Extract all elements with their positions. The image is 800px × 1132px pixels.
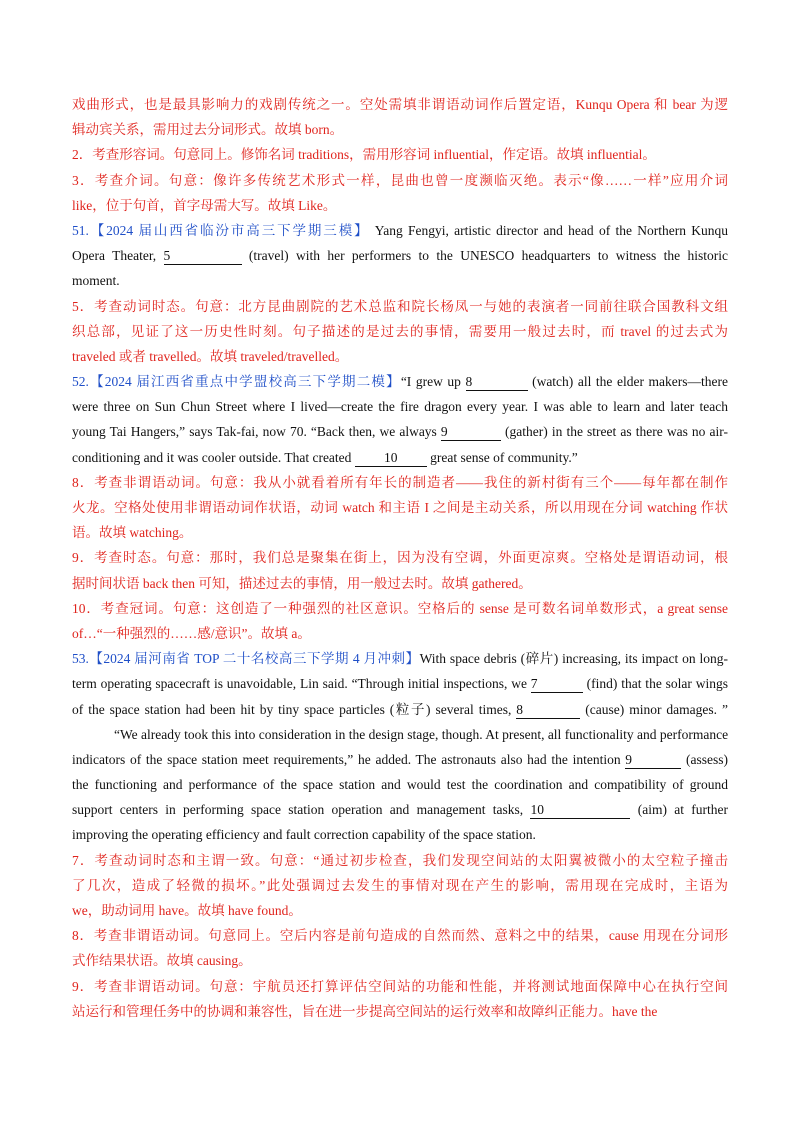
text-segment: 8．考查非谓语动词。句意同上。空后内容是前句造成的自然而然、意料之中的结果，cause 用现在分词形 xyxy=(72,928,728,944)
text-segment: (find) that the solar wings xyxy=(582,676,728,692)
text-line xyxy=(72,193,728,218)
text-line xyxy=(72,142,728,167)
text-line xyxy=(72,671,728,696)
text-line xyxy=(72,822,728,847)
text-segment: the functioning and performance of the space station and would test the coordination and compatibility of ground xyxy=(72,777,728,793)
text-segment: young Tai Hangers,” says Tak-fai, now 70. “Back then, we always xyxy=(72,424,441,440)
text-line xyxy=(72,344,728,369)
text-line xyxy=(72,772,728,797)
text-segment: 10．考查冠词。句意：这创造了一种强烈的社区意识。空格后的 sense 是可数名词单数形式，a great sense xyxy=(72,600,728,616)
document-page xyxy=(72,92,728,1024)
text-line xyxy=(72,797,728,822)
text-line xyxy=(72,923,728,948)
text-segment: (gather) in the street as there was no air- xyxy=(500,424,728,440)
text-segment: 语。故填 watching。 xyxy=(72,525,193,541)
text-line xyxy=(72,495,728,520)
text-segment: moment. xyxy=(72,273,120,289)
text-line xyxy=(72,722,728,747)
text-segment: 2．考查形容词。句意同上。修饰名词 traditions，需用形容词 influential，作定语。故填 influential。 xyxy=(72,147,656,163)
text-line xyxy=(72,621,728,646)
blank-line: 8 xyxy=(516,701,580,719)
text-segment: Yang Fengyi, artistic director and head of the Northern Kunqu xyxy=(369,222,728,238)
text-segment: 站运行和管理任务中的协调和兼容性，旨在进一步提高空间站的运行效率和故障纠正能力。have the xyxy=(72,1003,658,1019)
text-line xyxy=(72,319,728,344)
text-segment: 8．考查非谓语动词。句意：我从小就看着所有年长的制造者——我住的新村街有三个——每年都在制作 xyxy=(72,474,728,490)
text-segment: like，位于句首，首字母需大写。故填 Like。 xyxy=(72,197,337,213)
text-line xyxy=(72,470,728,495)
text-segment: 火龙。空格处使用非谓语动词作状语，动词 watch 和主语 I 之间是主动关系，所以用现在分词 watching 作状 xyxy=(72,500,728,515)
text-line xyxy=(72,243,728,268)
text-segment: were three on Sun Chun Street where I lived—create the fire dragon every year. I was able to learn and later teach xyxy=(72,399,728,415)
blank-line: 10 xyxy=(530,801,630,819)
text-line xyxy=(72,445,728,470)
text-segment: 9．考查时态。句意：那时，我们总是聚集在街上，因为没有空调，外面更凉爽。空格处是谓语动词，根 xyxy=(72,550,728,566)
text-segment: term operating spacecraft is unavoidable, Lin said. “Through initial inspections, we xyxy=(72,676,531,692)
blank-line: 9 xyxy=(625,751,681,769)
question-source: 52.【2024 届江西省重点中学盟校高三下学期二模】 xyxy=(72,374,401,390)
text-segment: (assess) xyxy=(681,751,728,767)
text-segment: 织总部，见证了这一历史性时刻。句子描述的是过去的事情，需要用一般过去时，而 travel 的过去式为 xyxy=(72,323,728,339)
text-line xyxy=(72,999,728,1024)
text-segment: indicators of the space station meet requirements,” he added. The astronauts also had the intention xyxy=(72,751,626,767)
text-line xyxy=(72,571,728,596)
blank-line: 5 xyxy=(164,247,242,265)
text-line xyxy=(72,545,728,570)
text-segment: “I grew up xyxy=(400,374,466,390)
text-line xyxy=(72,596,728,621)
text-segment: (aim) at further xyxy=(630,802,728,818)
text-segment: “We already took this into consideration in the design stage, though. At present, all functionality and performance xyxy=(114,726,728,742)
blank-line: 7 xyxy=(531,675,583,693)
text-segment: we，助动词用 have。故填 have found。 xyxy=(72,903,302,918)
text-segment: of…“一种强烈的……感/意识”。故填 a。 xyxy=(72,625,311,641)
text-segment: (watch) all the elder makers—there xyxy=(527,374,728,390)
text-line xyxy=(72,268,728,293)
text-segment: support centers in performing space station operation and management tasks, xyxy=(72,802,531,818)
text-line xyxy=(72,92,728,117)
text-line xyxy=(72,873,728,898)
text-line xyxy=(72,974,728,999)
text-line xyxy=(72,747,728,772)
text-segment: (cause) minor damages. ” xyxy=(580,701,728,717)
text-segment: improving the operating efficiency and fault correction capability of the space station. xyxy=(72,827,536,843)
text-line xyxy=(72,646,728,671)
text-segment: 7．考查动词时态和主谓一致。句意：“通过初步检查，我们发现空间站的太阳翼被微小的太空粒子撞击 xyxy=(72,852,728,868)
text-segment: 了几次，造成了轻微的损坏。”此处强调过去发生的事情对现在产生的影响，需用现在完成时，主语为 xyxy=(72,877,728,893)
text-line xyxy=(72,218,728,243)
text-segment: 3．考查介词。句意：像许多传统艺术形式一样，昆曲也曾一度濒临灭绝。表示“像……一样”应用介词 xyxy=(72,172,728,188)
blank-line: 9 xyxy=(441,423,501,441)
text-segment: (travel) with her performers to the UNESCO headquarters to witness the historic xyxy=(241,248,728,264)
text-line xyxy=(72,520,728,545)
text-line xyxy=(72,948,728,973)
text-segment: conditioning and it was cooler outside. That created xyxy=(72,449,355,465)
text-line xyxy=(72,168,728,193)
text-segment: With space debris (碎片) increasing, its impact on long- xyxy=(419,651,728,667)
text-line xyxy=(72,898,728,923)
text-segment: 9．考查非谓语动词。句意：宇航员还打算评估空间站的功能和性能，并将测试地面保障中心在执行空间 xyxy=(72,978,728,994)
text-segment: great sense of community.” xyxy=(426,449,578,465)
blank-line: 8 xyxy=(466,373,528,391)
text-line xyxy=(72,848,728,873)
text-line xyxy=(72,394,728,419)
text-segment: 据时间状语 back then 可知，描述过去的事情，用一般过去时。故填 gathered。 xyxy=(72,575,532,591)
text-segment: traveled 或者 travelled。故填 traveled/travelled。 xyxy=(72,348,349,364)
text-segment: 5．考查动词时态。句意：北方昆曲剧院的艺术总监和院长杨凤一与她的表演者一同前往联合国教科文组 xyxy=(72,298,728,314)
text-segment: of the space station had been hit by tiny space particles (粒子) several times, xyxy=(72,701,517,717)
text-segment: Opera Theater, xyxy=(72,248,164,264)
text-line xyxy=(72,117,728,142)
text-line xyxy=(72,294,728,319)
text-segment: 戏曲形式，也是最具影响力的戏剧传统之一。空处需填非谓语动词作后置定语，Kunqu Opera 和 bear 为逻 xyxy=(72,97,728,112)
text-line xyxy=(72,369,728,394)
text-segment: 辑动宾关系，需用过去分词形式。故填 born。 xyxy=(72,122,344,138)
text-line xyxy=(72,419,728,444)
question-source: 53.【2024 届河南省 TOP 二十名校高三下学期 4 月冲刺】 xyxy=(72,651,420,667)
question-source: 51.【2024 届山西省临汾市高三下学期三模】 xyxy=(72,222,370,238)
blank-line: 10 xyxy=(355,449,427,467)
text-segment: 式作结果状语。故填 causing。 xyxy=(72,953,252,969)
text-line xyxy=(72,697,728,722)
